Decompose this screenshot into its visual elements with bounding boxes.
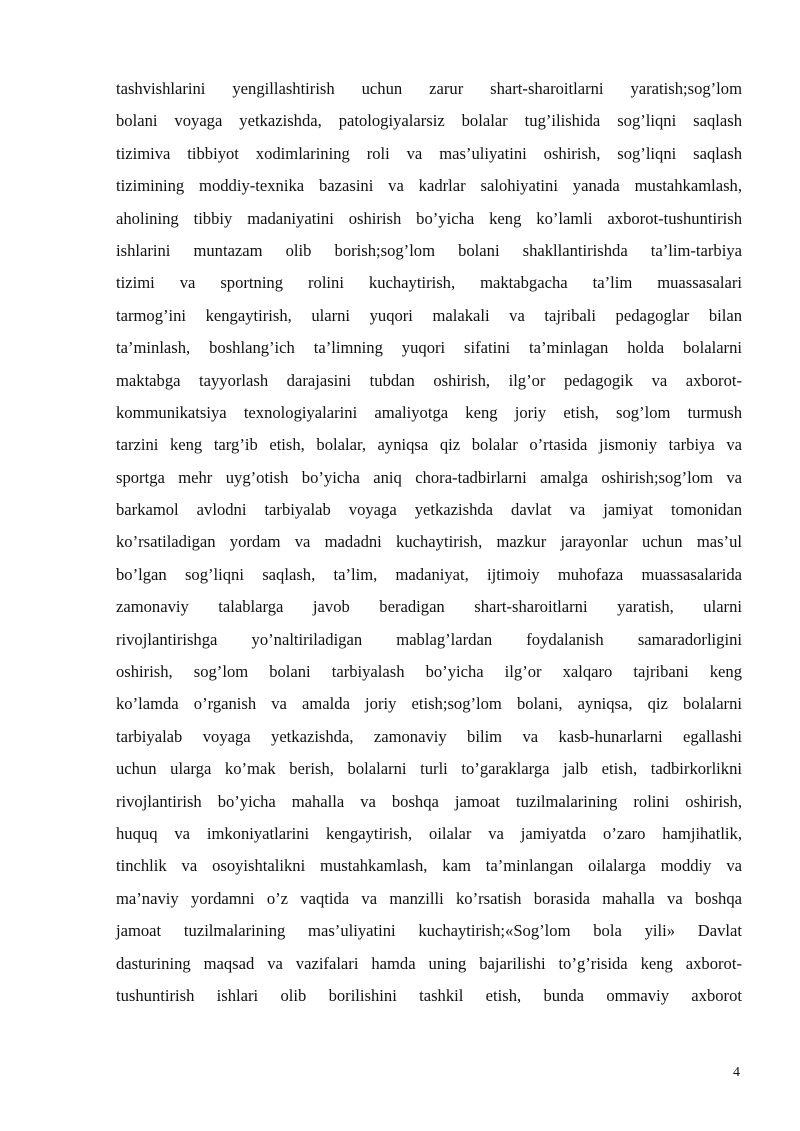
text-line: barkamol avlodni tarbiyalab voyaga yetkazishda davlat va jamiyat tomonidan — [116, 500, 742, 520]
text-line: tizimining moddiy-texnika bazasini va kadrlar salohiyatini yanada mustahkamlash, — [116, 176, 742, 196]
text-line: maktabga tayyorlash darajasini tubdan oshirish, ilg’or pedagogik va axborot- — [116, 370, 742, 390]
text-line: tarzini keng targ’ib etish, bolalar, ayniqsa qiz bolalar o’rtasida jismoniy tarbiya va — [116, 435, 742, 455]
text-line: aholining tibbiy madaniyatini oshirish bo’yicha keng ko’lamli axborot-tushuntirish — [116, 208, 742, 228]
text-line: tushuntirish ishlari olib borilishini tashkil etish, bunda ommaviy axborot — [116, 985, 742, 1005]
text-line: ko’rsatiladigan yordam va madadni kuchaytirish, mazkur jarayonlar uchun mas’ul — [116, 532, 742, 552]
text-line: tarmog’ini kengaytirish, ularni yuqori malakali va tajribali pedagoglar bilan — [116, 305, 742, 325]
text-line: ma’naviy yordamni o’z vaqtida va manzilli ko’rsatish borasida mahalla va boshqa — [116, 888, 742, 908]
text-line: ishlarini muntazam olib borish;sog’lom bolani shakllantirishda ta’lim-tarbiya — [116, 240, 742, 260]
text-line: tizimi va sportning rolini kuchaytirish, maktabgacha ta’lim muassasalari — [116, 273, 742, 293]
text-line: bo’lgan sog’liqni saqlash, ta’lim, madaniyat, ijtimoiy muhofaza muassasalarida — [116, 564, 742, 584]
text-line: ta’minlash, boshlang’ich ta’limning yuqori sifatini ta’minlagan holda bolalarni — [116, 338, 742, 358]
text-line: dasturining maqsad va vazifalari hamda uning bajarilishi to’g’risida keng axborot- — [116, 953, 742, 973]
text-line: uchun ularga ko’mak berish, bolalarni turli to’garaklarga jalb etish, tadbirkorlikni — [116, 759, 742, 779]
text-line: huquq va imkoniyatlarini kengaytirish, oilalar va jamiyatda o’zaro hamjihatlik, — [116, 823, 742, 843]
text-line: oshirish, sog’lom bolani tarbiyalash bo’yicha ilg’or xalqaro tajribani keng — [116, 662, 742, 682]
text-line: tizimiva tibbiyot xodimlarining roli va mas’uliyatini oshirish, sog’liqni saqlash — [116, 143, 742, 163]
text-line: ko’lamda o’rganish va amalda joriy etish;sog’lom bolani, ayniqsa, qiz bolalarni — [116, 694, 742, 714]
text-line: tinchlik va osoyishtalikni mustahkamlash, kam ta’minlangan oilalarga moddiy va — [116, 856, 742, 876]
text-line: tashvishlarini yengillashtirish uchun zarur shart-sharoitlarni yaratish;sog’lom — [116, 79, 742, 98]
text-line: zamonaviy talablarga javob beradigan shart-sharoitlarni yaratish, ularni — [116, 597, 742, 617]
text-line: rivojlantirish bo’yicha mahalla va boshqa jamoat tuzilmalarining rolini oshirish, — [116, 791, 742, 811]
text-line: rivojlantirishga yo’naltiriladigan mablag’lardan foydalanish samaradorligini — [116, 629, 742, 649]
body-paragraph — [116, 73, 742, 1012]
text-line: jamoat tuzilmalarining mas’uliyatini kuchaytirish;«Sog’lom bola yili» Davlat — [116, 921, 742, 941]
text-line: sportga mehr uyg’otish bo’yicha aniq chora-tadbirlarni amalga oshirish;sog’lom va — [116, 467, 742, 487]
text-line: tarbiyalab voyaga yetkazishda, zamonaviy bilim va kasb-hunarlarni egallashi — [116, 726, 742, 746]
page-number: 4 — [733, 1065, 740, 1080]
text-line: kommunikatsiya texnologiyalarini amaliyotga keng joriy etish, sog’lom turmush — [116, 402, 742, 422]
text-line: bolani voyaga yetkazishda, patologiyalarsiz bolalar tug’ilishida sog’liqni saqlash — [116, 111, 742, 131]
